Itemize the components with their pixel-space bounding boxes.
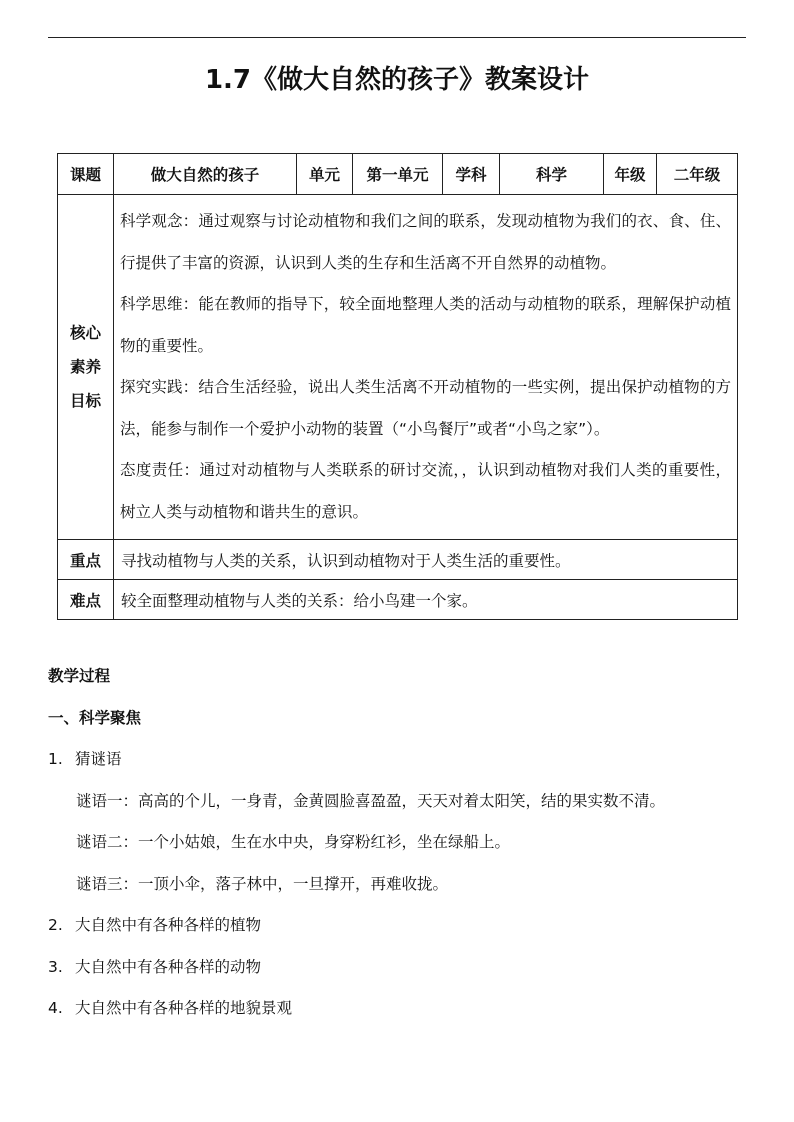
goals-label-line: 核心 (69, 324, 101, 342)
goals-row (58, 195, 738, 540)
goals-label (58, 195, 114, 540)
goal-science-thinking: 科学思维：能在教师的指导下，较全面地整理人类的活动与动植物的联系，理解保护动植物的重要性。 (120, 295, 731, 355)
goals-content (114, 195, 738, 540)
difficulty-row (58, 580, 738, 620)
topic-value: 做大自然的孩子 (114, 154, 297, 195)
list-item (48, 996, 292, 1020)
difficulty-text: 较全面整理动植物与人类的关系：给小鸟建一个家。 (114, 580, 738, 620)
goal-attitude-responsibility: 态度责任：通过对动植物与人类联系的研讨交流，，认识到动植物对我们人类的重要性，树立人类与动植物和谐共生的意识。 (120, 461, 731, 521)
list-item (48, 747, 122, 771)
list-number: 2. (48, 916, 63, 934)
list-number: 3. (48, 958, 63, 976)
list-text: 大自然中有各种各样的地貌景观 (75, 999, 293, 1017)
list-item (48, 955, 261, 979)
goals-label-line: 目标 (69, 392, 101, 410)
riddle-line: 谜语一：高高的个儿，一身青，金黄圆脸喜盈盈，天天对着太阳笑，结的果实数不清。 (76, 792, 666, 810)
goal-science-concept: 科学观念：通过观察与讨论动植物和我们之间的联系，发现动植物为我们的衣、食、住、行提供了丰富的资源，认识到人类的生存和生活离不开自然界的动植物。 (120, 212, 731, 272)
section-heading-focus: 一、科学聚焦 (48, 709, 142, 727)
subject-label: 学科 (443, 154, 500, 195)
riddle-line: 谜语三：一顶小伞，落子林中，一旦撑开，再难收拢。 (76, 875, 449, 893)
list-item (48, 913, 261, 937)
document-title: 1.7《做大自然的孩子》教案设计 (204, 65, 590, 95)
top-rule (48, 37, 746, 38)
unit-label: 单元 (297, 154, 353, 195)
topic-label: 课题 (58, 154, 114, 195)
key-point-label: 重点 (58, 540, 114, 580)
difficulty-label: 难点 (58, 580, 114, 620)
list-text: 大自然中有各种各样的植物 (75, 916, 262, 934)
list-text: 猜谜语 (75, 750, 122, 768)
unit-value: 第一单元 (353, 154, 443, 195)
grade-value: 二年级 (657, 154, 738, 195)
key-point-text: 寻找动植物与人类的关系，认识到动植物对于人类生活的重要性。 (114, 540, 738, 580)
key-point-row (58, 540, 738, 580)
grade-label: 年级 (604, 154, 657, 195)
info-header-row (58, 154, 738, 195)
subject-value: 科学 (500, 154, 604, 195)
goal-inquiry-practice: 探究实践：结合生活经验，说出人类生活离不开动植物的一些实例，提出保护动植物的方法，能参与制作一个爱护小动物的装置（“小鸟餐厅”或者“小鸟之家”）。 (120, 378, 731, 438)
goals-label-line: 素养 (69, 358, 101, 376)
list-text: 大自然中有各种各样的动物 (75, 958, 262, 976)
riddle-line: 谜语二：一个小姑娘，生在水中央，身穿粉红衫，坐在绿船上。 (76, 833, 511, 851)
list-number: 1. (48, 750, 63, 768)
lesson-info-table (57, 153, 738, 620)
process-heading: 教学过程 (48, 667, 111, 685)
list-number: 4. (48, 999, 63, 1017)
